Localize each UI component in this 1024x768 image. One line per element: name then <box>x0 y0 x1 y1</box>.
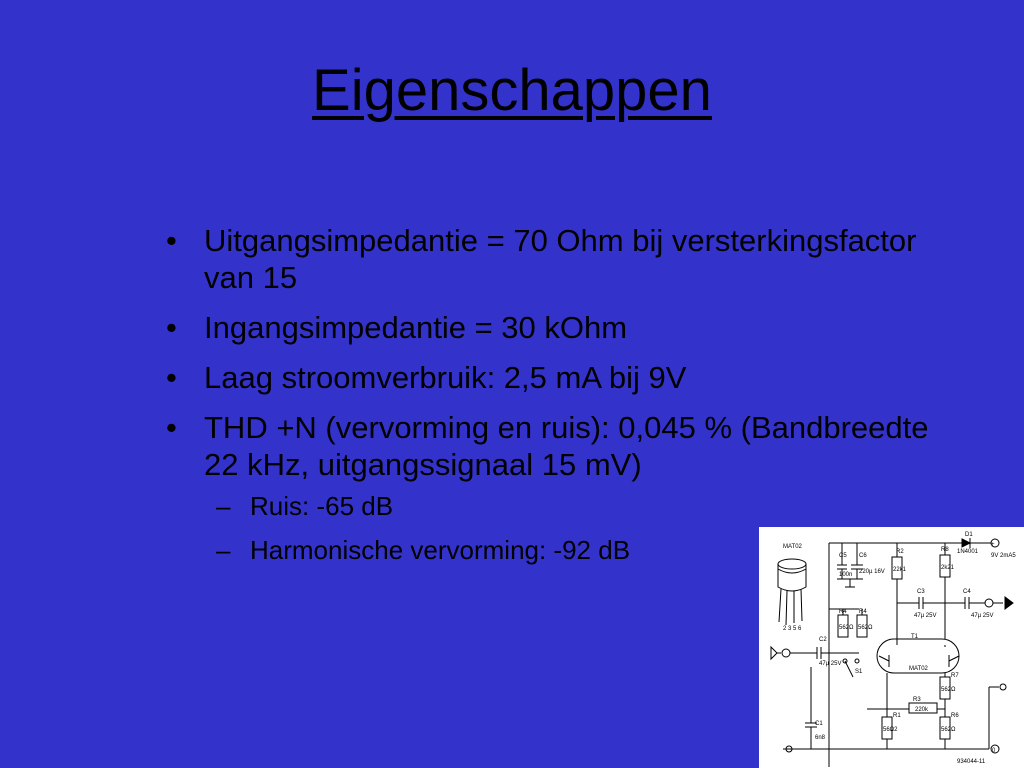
svg-text:220µ 16V: 220µ 16V <box>859 569 885 575</box>
circuit-schematic-image <box>759 527 1024 768</box>
svg-text:47µ 25V: 47µ 25V <box>971 613 994 619</box>
input-arrow-icon <box>771 647 777 659</box>
bullet-item: • Laag stroomverbruik: 2,5 mA bij 9V <box>166 359 956 396</box>
svg-text:R1: R1 <box>893 713 901 719</box>
svg-text:C4: C4 <box>963 589 971 595</box>
svg-text:C2: C2 <box>819 637 827 643</box>
diode-symbol <box>962 538 970 548</box>
svg-text:47µ 25V: 47µ 25V <box>819 661 842 667</box>
svg-text:562Ω: 562Ω <box>941 687 956 693</box>
svg-text:562Ω: 562Ω <box>839 625 854 631</box>
svg-text:6n8: 6n8 <box>815 735 826 741</box>
svg-text:+: + <box>991 542 995 548</box>
svg-text:0: 0 <box>992 748 996 754</box>
bullet-item: • Uitgangsimpedantie = 70 Ohm bij versterkingsfactor van 15 <box>166 222 956 296</box>
svg-text:T1: T1 <box>911 634 919 640</box>
svg-text:C5: C5 <box>839 553 847 559</box>
svg-text:C1: C1 <box>815 721 823 727</box>
svg-text:100n: 100n <box>839 572 853 578</box>
sub-bullet-item: – Harmonische vervorming: -92 dB <box>204 535 956 565</box>
bullet-item: • Ingangsimpedantie = 30 kOhm <box>166 309 956 346</box>
circuit-schematic-drawing <box>759 527 1024 768</box>
output-arrow-icon <box>1005 597 1013 609</box>
svg-text:C6: C6 <box>859 553 867 559</box>
svg-text:C3: C3 <box>917 589 925 595</box>
sub-bullet-item: – Ruis: -65 dB <box>204 491 956 521</box>
svg-text:S1: S1 <box>855 669 863 675</box>
mat02-package-icon <box>778 559 806 625</box>
svg-text:R4: R4 <box>859 609 867 615</box>
svg-text:562Ω: 562Ω <box>941 727 956 733</box>
d1-part-label: 1N4001 <box>957 549 979 555</box>
svg-text:MAT02: MAT02 <box>909 666 928 672</box>
slide-title: Eigenschappen <box>312 58 712 123</box>
svg-text:R3: R3 <box>913 697 921 703</box>
svg-text:R7: R7 <box>951 673 959 679</box>
d1-label: D1 <box>965 532 973 538</box>
pin-numbers-label: 2 3 5 6 <box>783 626 802 632</box>
svg-text:47µ 25V: 47µ 25V <box>914 613 937 619</box>
mat02-package-label: MAT02 <box>783 544 802 550</box>
svg-text:22k1: 22k1 <box>893 567 907 573</box>
schematic-ref-label: 934044-11 <box>957 759 986 765</box>
svg-text:R2: R2 <box>896 549 904 555</box>
svg-text:220k: 220k <box>915 707 929 713</box>
svg-text:56Ω2: 56Ω2 <box>883 727 898 733</box>
svg-text:2k21: 2k21 <box>941 565 955 571</box>
supply-label: 9V 2mA5 <box>991 553 1016 559</box>
bullet-list <box>166 222 956 579</box>
svg-text:562Ω: 562Ω <box>858 625 873 631</box>
bullet-item-text: THD +N (vervorming en ruis): 0,045 % (Bandbreedte 22 kHz, uitgangssignaal 15 mV) <box>204 410 929 482</box>
svg-text:R8: R8 <box>941 547 949 553</box>
svg-text:R6: R6 <box>951 713 959 719</box>
svg-text:R4: R4 <box>839 609 847 615</box>
